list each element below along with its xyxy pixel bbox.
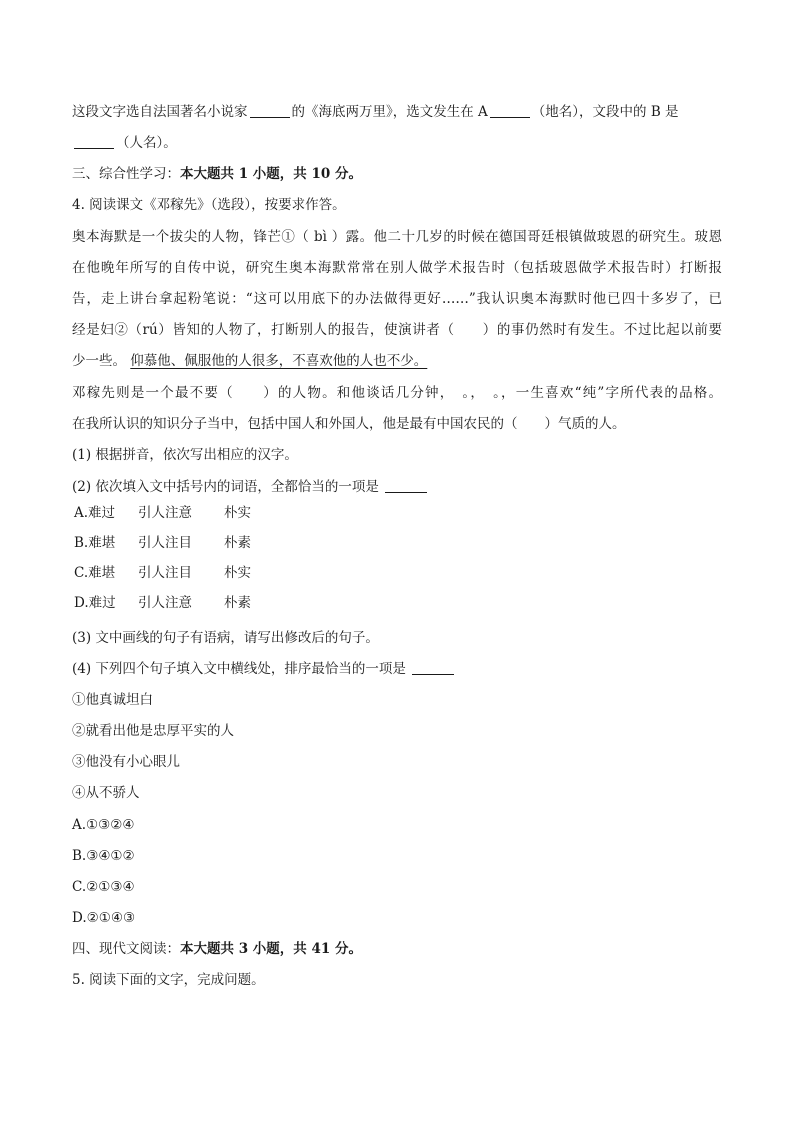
- q4-passage-line: 邓稼先则是一个最不要（ ）的人物。和他谈话几分钟， 。， 。，一生喜欢“纯”字所代表的品格。: [72, 385, 722, 401]
- option-word-1: C.难堪: [74, 565, 116, 581]
- q3-text-b: 的《海底两万里》，选文发生在 A: [291, 104, 488, 120]
- answer-blank[interactable]: [250, 103, 290, 118]
- option-word-2: 引人注目: [138, 535, 192, 551]
- answer-blank[interactable]: [412, 660, 454, 675]
- option-word-2: 引人注意: [138, 595, 192, 611]
- q3-text-c: （地名），文段中的 B 是: [531, 104, 679, 120]
- section-4-heading: [72, 939, 362, 959]
- option-word-3: 朴实: [224, 505, 251, 521]
- sentence-item: ①他真诚坦白: [72, 692, 153, 708]
- option-d[interactable]: [74, 593, 251, 613]
- q4-passage-line: 经是妇②（rú）皆知的人物了，打断别人的报告，使演讲者（ ）的事仍然时有发生。不过比起以前要: [72, 322, 722, 338]
- section-3-score: 本大题共 1 小题，共 10 分。: [180, 166, 362, 182]
- option-c[interactable]: [74, 563, 251, 583]
- sentence-item: ③他没有小心眼儿: [72, 754, 180, 770]
- q4-passage-line: 在他晚年所写的自传中说，研究生奥本海默常常在别人做学术报告时（包括玻恩做学术报告时）打断报: [72, 260, 722, 276]
- section-3-prefix: 三、综合性学习：: [72, 166, 180, 182]
- q4-sub-question-1: (1) 根据拼音，依次写出相应的汉字。: [72, 447, 298, 463]
- q4-passage-line: [72, 351, 427, 371]
- order-option-c[interactable]: C.②①③④: [72, 879, 135, 895]
- section-4-prefix: 四、现代文阅读：: [72, 941, 180, 957]
- option-word-3: 朴实: [224, 565, 251, 581]
- answer-blank[interactable]: [74, 134, 114, 149]
- q3-line-2: [72, 133, 177, 153]
- option-word-2: 引人注目: [138, 565, 192, 581]
- option-a[interactable]: [74, 503, 251, 523]
- q3-text-d: （人名）。: [116, 135, 177, 151]
- q3-line-1: [72, 102, 679, 122]
- q4-passage-line: 在我所认识的知识分子当中，包括中国人和外国人，他是最有中国农民的（ ）气质的人。: [72, 416, 626, 432]
- order-option-d[interactable]: D.②①④③: [72, 910, 136, 926]
- q4-sub-question-3: (3) 文中画线的句子有语病，请写出修改后的句子。: [72, 630, 379, 646]
- order-option-b[interactable]: B.③④①②: [72, 848, 135, 864]
- option-word-1: B.难堪: [74, 535, 116, 551]
- q4-sub2-text: (2) 依次填入文中括号内的词语，全都恰当的一项是: [72, 479, 379, 495]
- q4-sub-question-4: [72, 659, 456, 679]
- q4-passage-line: 奥本海默是一个拔尖的人物，锋芒①（ bì ）露。他二十几岁的时候在德国哥廷根镇做玻恩的研究生。玻恩: [72, 229, 722, 245]
- option-word-1: D.难过: [74, 595, 116, 611]
- option-word-3: 朴素: [224, 595, 251, 611]
- sentence-item: ④从不骄人: [72, 785, 140, 801]
- q4-sub4-text: (4) 下列四个句子填入文中横线处，排序最恰当的一项是: [72, 661, 406, 677]
- option-word-1: A.难过: [74, 505, 116, 521]
- option-word-3: 朴素: [224, 535, 251, 551]
- q3-text-a: 这段文字选自法国著名小说家: [72, 104, 248, 120]
- answer-blank[interactable]: [385, 478, 427, 493]
- option-word-2: 引人注意: [138, 505, 192, 521]
- q5-title: 5. 阅读下面的文字，完成问题。: [72, 972, 265, 988]
- q4-title: 4. 阅读课文《邓稼先》（选段），按要求作答。: [72, 197, 346, 213]
- section-3-heading: [72, 164, 362, 184]
- q4-passage-line: 告，走上讲台拿起粉笔说：“这可以用底下的办法做得更好……”我认识奥本海默时他已四十多岁了，已: [72, 291, 722, 307]
- option-b[interactable]: [74, 533, 251, 553]
- q4-sub-question-2: [72, 477, 429, 497]
- sentence-item: ②就看出他是忠厚平实的人: [72, 723, 234, 739]
- section-4-score: 本大题共 3 小题，共 41 分。: [180, 941, 362, 957]
- underlined-sentence: 仰慕他、佩服他的人很多，不喜欢他的人也不少。: [130, 353, 428, 369]
- answer-blank[interactable]: [490, 103, 530, 118]
- order-option-a[interactable]: A.①③②④: [72, 817, 135, 833]
- q4-passage-text: 少一些。: [72, 353, 126, 369]
